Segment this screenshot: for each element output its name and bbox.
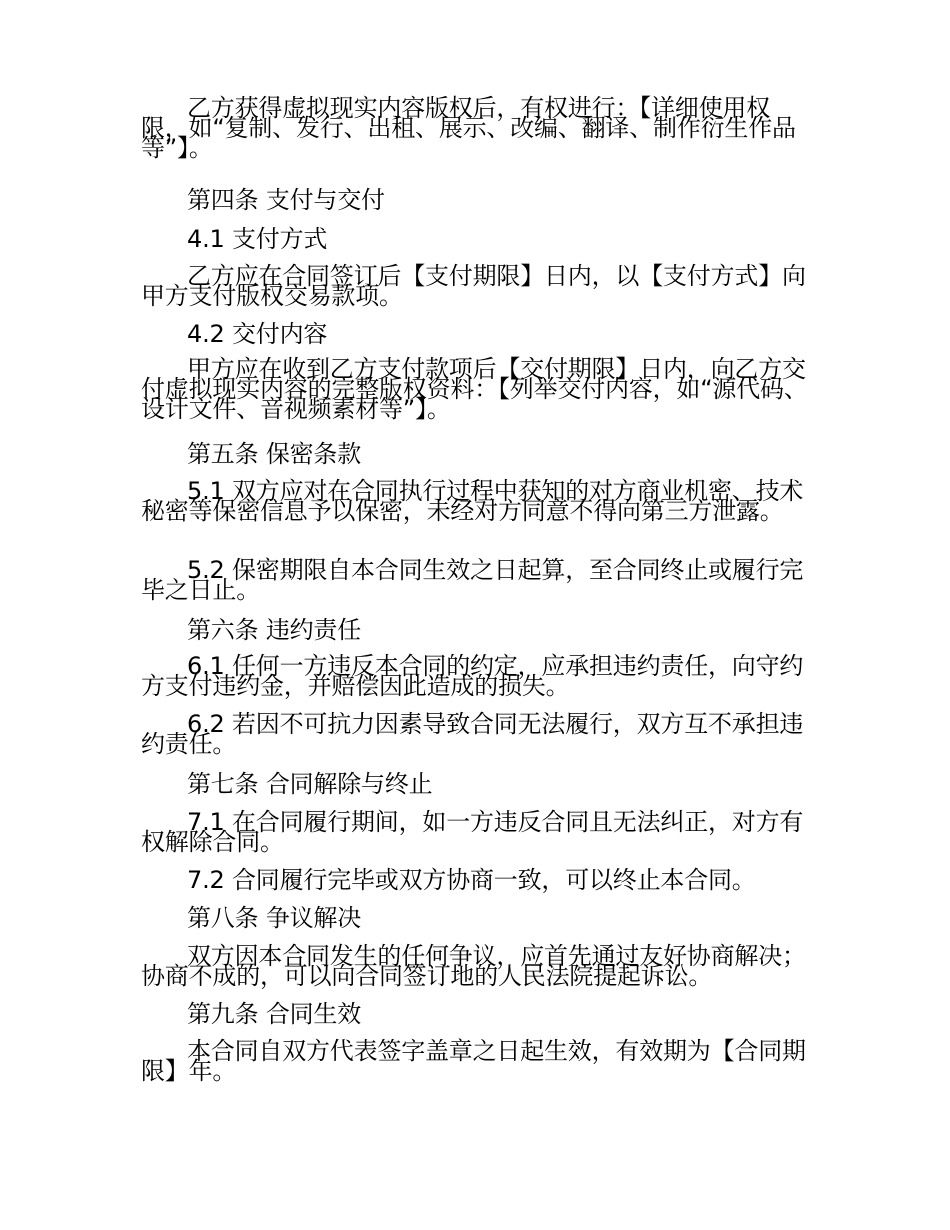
article-8-paragraph: 双方因本合同发生的任何争议，应首先通过友好协商解决；协商不成的，可以向合同签订地的人民法院提起诉讼。 xyxy=(141,942,806,990)
clause-3-rights-paragraph: 乙方获得虚拟现实内容版权后，有权进行：【详细使用权限，如“复制、发行、出租、展示、改编、翻译、制作衍生作品等”】。 xyxy=(141,94,796,162)
section-6-1-paragraph: 6.1 任何一方违反本合同的约定，应承担违约责任，向守约方支付违约金，并赔偿因此造成的损失。 xyxy=(141,652,804,700)
article-5-heading: 第五条 保密条款 xyxy=(187,440,362,468)
article-7-heading: 第七条 合同解除与终止 xyxy=(187,770,433,798)
section-5-1-paragraph: 5.1 双方应对在合同执行过程中获知的对方商业机密、技术秘密等保密信息予以保密，未经对方同意不得向第三方泄露。 xyxy=(141,477,804,525)
section-7-2-paragraph: 7.2 合同履行完毕或双方协商一致，可以终止本合同。 xyxy=(187,866,756,894)
section-4-1-paragraph: 乙方应在合同签订后【支付期限】日内，以【支付方式】向甲方支付版权交易款项。 xyxy=(141,262,806,310)
article-9-heading: 第九条 合同生效 xyxy=(187,1000,362,1028)
section-5-2-paragraph: 5.2 保密期限自本合同生效之日起算，至合同终止或履行完毕之日止。 xyxy=(141,556,804,604)
section-4-2-heading: 4.2 交付内容 xyxy=(187,320,328,348)
article-8-heading: 第八条 争议解决 xyxy=(187,904,362,932)
section-4-1-heading: 4.1 支付方式 xyxy=(187,225,328,253)
article-9-paragraph: 本合同自双方代表签字盖章之日起生效，有效期为【合同期限】年。 xyxy=(141,1037,806,1085)
section-7-1-paragraph: 7.1 在合同履行期间，如一方违反合同且无法纠正，对方有权解除合同。 xyxy=(141,808,804,856)
section-4-2-paragraph: 甲方应在收到乙方支付款项后【交付期限】日内，向乙方交付虚拟现实内容的完整版权资料：【列举交付内容，如“源代码、设计文件、音视频素材等”】。 xyxy=(141,355,808,423)
section-6-2-paragraph: 6.2 若因不可抗力因素导致合同无法履行，双方互不承担违约责任。 xyxy=(141,710,804,758)
article-6-heading: 第六条 违约责任 xyxy=(187,616,362,644)
article-4-heading: 第四条 支付与交付 xyxy=(187,186,385,214)
